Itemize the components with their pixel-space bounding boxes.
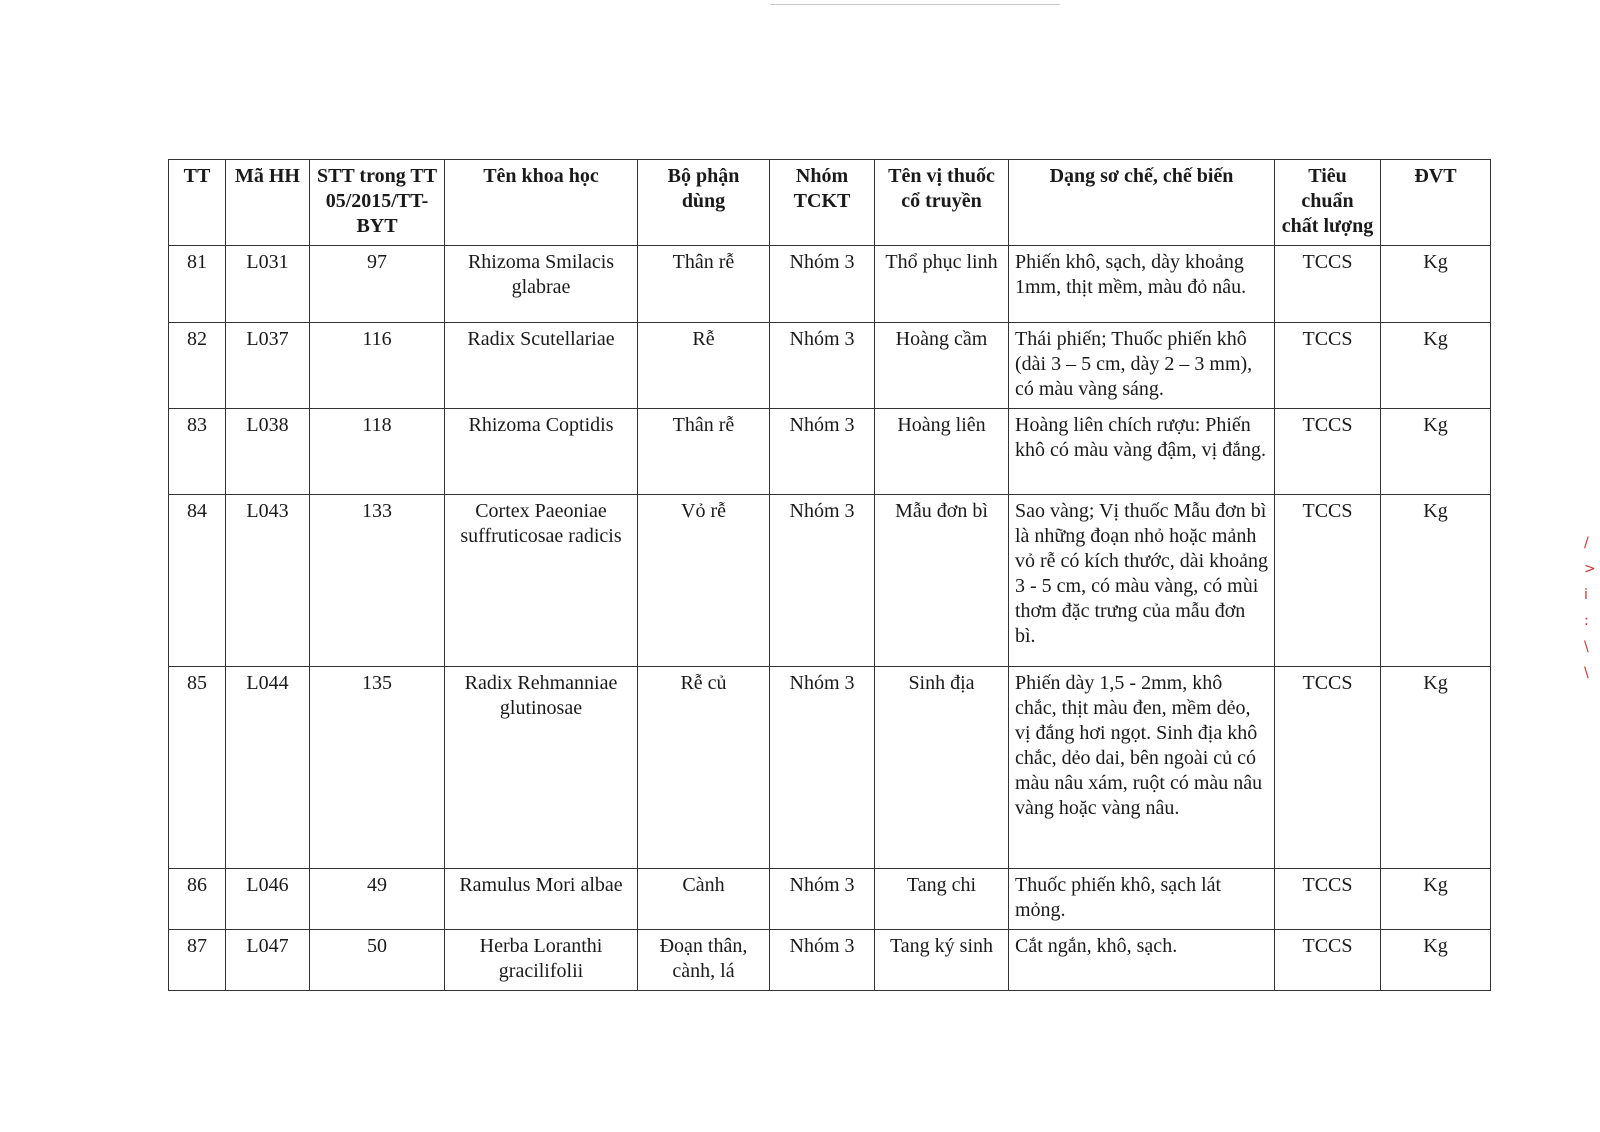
cell-ten-vi-thuoc: Tang chi	[875, 869, 1009, 930]
header-ma-hh: Mã HH	[226, 160, 310, 246]
cell-bo-phan-dung: Thân rễ	[638, 246, 770, 323]
table-row	[169, 495, 1491, 667]
table-row	[169, 667, 1491, 869]
cell-dvt: Kg	[1381, 930, 1491, 991]
cell-bo-phan-dung: Thân rễ	[638, 409, 770, 495]
cell-nhom: Nhóm 3	[770, 930, 875, 991]
header-dang-so-che: Dạng sơ chế, chế biến	[1009, 160, 1275, 246]
cell-dang-so-che: Phiến khô, sạch, dày khoảng 1mm, thịt mềm, màu đỏ nâu.	[1009, 246, 1275, 323]
cell-dang-so-che: Sao vàng; Vị thuốc Mẫu đơn bì là những đoạn nhỏ hoặc mảnh vỏ rễ có kích thước, dài khoảng 3 - 5 cm, có màu vàng, có mùi thơm đặc trưng của mẫu đơn bì.	[1009, 495, 1275, 667]
cell-ten-vi-thuoc: Thổ phục linh	[875, 246, 1009, 323]
cell-stt: 97	[310, 246, 445, 323]
cell-tieu-chuan: TCCS	[1275, 930, 1381, 991]
cell-tieu-chuan: TCCS	[1275, 667, 1381, 869]
cell-bo-phan-dung: Đoạn thân, cành, lá	[638, 930, 770, 991]
cell-ten-khoa-hoc: Ramulus Mori albae	[445, 869, 638, 930]
cell-tieu-chuan: TCCS	[1275, 323, 1381, 409]
cell-nhom: Nhóm 3	[770, 246, 875, 323]
cell-dvt: Kg	[1381, 495, 1491, 667]
cell-dvt: Kg	[1381, 323, 1491, 409]
cell-ten-vi-thuoc: Tang ký sinh	[875, 930, 1009, 991]
cell-bo-phan-dung: Rễ củ	[638, 667, 770, 869]
cell-tt: 82	[169, 323, 226, 409]
cell-ma-hh: L043	[226, 495, 310, 667]
cell-tt: 84	[169, 495, 226, 667]
cell-tieu-chuan: TCCS	[1275, 246, 1381, 323]
header-tieu-chuan: Tiêu chuẩn chất lượng	[1275, 160, 1381, 246]
table-row	[169, 246, 1491, 323]
cell-ma-hh: L031	[226, 246, 310, 323]
header-stt: STT trong TT 05/2015/TT-BYT	[310, 160, 445, 246]
header-nhom: Nhóm TCKT	[770, 160, 875, 246]
table-header	[169, 160, 1491, 246]
cell-nhom: Nhóm 3	[770, 667, 875, 869]
cell-stt: 135	[310, 667, 445, 869]
cell-tt: 85	[169, 667, 226, 869]
cell-tieu-chuan: TCCS	[1275, 869, 1381, 930]
scan-edge-line	[770, 4, 1060, 5]
cell-tt: 83	[169, 409, 226, 495]
table-row	[169, 323, 1491, 409]
cell-tieu-chuan: TCCS	[1275, 495, 1381, 667]
cell-ma-hh: L044	[226, 667, 310, 869]
cell-nhom: Nhóm 3	[770, 409, 875, 495]
header-row	[169, 160, 1491, 246]
header-tt: TT	[169, 160, 226, 246]
cell-ma-hh: L047	[226, 930, 310, 991]
cell-tt: 81	[169, 246, 226, 323]
cell-ten-vi-thuoc: Mẫu đơn bì	[875, 495, 1009, 667]
cell-stt: 49	[310, 869, 445, 930]
cell-ten-khoa-hoc: Rhizoma Smilacis glabrae	[445, 246, 638, 323]
header-ten-vi-thuoc: Tên vị thuốc cổ truyền	[875, 160, 1009, 246]
header-dvt: ĐVT	[1381, 160, 1491, 246]
table-row	[169, 409, 1491, 495]
cell-ten-khoa-hoc: Rhizoma Coptidis	[445, 409, 638, 495]
cell-tt: 86	[169, 869, 226, 930]
cell-ma-hh: L037	[226, 323, 310, 409]
cell-ten-khoa-hoc: Radix Scutellariae	[445, 323, 638, 409]
cell-dang-so-che: Thái phiến; Thuốc phiến khô (dài 3 – 5 cm, dày 2 – 3 mm), có màu vàng sáng.	[1009, 323, 1275, 409]
cell-dang-so-che: Phiến dày 1,5 - 2mm, khô chắc, thịt màu đen, mềm dẻo, vị đắng hơi ngọt. Sinh địa khô chắc, dẻo dai, bên ngoài củ có màu nâu xám, ruột có màu nâu vàng hoặc vàng nâu.	[1009, 667, 1275, 869]
cell-ten-khoa-hoc: Cortex Paeoniae suffruticosae radicis	[445, 495, 638, 667]
cell-bo-phan-dung: Rễ	[638, 323, 770, 409]
header-ten-khoa-hoc: Tên khoa học	[445, 160, 638, 246]
cell-dang-so-che: Hoàng liên chích rượu: Phiến khô có màu vàng đậm, vị đắng.	[1009, 409, 1275, 495]
cell-ten-khoa-hoc: Radix Rehmanniae glutinosae	[445, 667, 638, 869]
table-row	[169, 930, 1491, 991]
cell-stt: 118	[310, 409, 445, 495]
header-bo-phan-dung: Bộ phận dùng	[638, 160, 770, 246]
cell-stt: 50	[310, 930, 445, 991]
cell-ten-vi-thuoc: Hoàng cầm	[875, 323, 1009, 409]
stamp-edge-marks: / > i : \ \	[1584, 535, 1596, 681]
table-row	[169, 869, 1491, 930]
medicine-table	[168, 159, 1491, 991]
cell-bo-phan-dung: Cành	[638, 869, 770, 930]
cell-dvt: Kg	[1381, 246, 1491, 323]
cell-ma-hh: L038	[226, 409, 310, 495]
cell-ten-vi-thuoc: Sinh địa	[875, 667, 1009, 869]
cell-nhom: Nhóm 3	[770, 869, 875, 930]
cell-ma-hh: L046	[226, 869, 310, 930]
cell-dang-so-che: Thuốc phiến khô, sạch lát mỏng.	[1009, 869, 1275, 930]
cell-dvt: Kg	[1381, 667, 1491, 869]
cell-ten-khoa-hoc: Herba Loranthi gracilifolii	[445, 930, 638, 991]
cell-stt: 116	[310, 323, 445, 409]
cell-tieu-chuan: TCCS	[1275, 409, 1381, 495]
cell-nhom: Nhóm 3	[770, 495, 875, 667]
cell-stt: 133	[310, 495, 445, 667]
cell-tt: 87	[169, 930, 226, 991]
cell-ten-vi-thuoc: Hoàng liên	[875, 409, 1009, 495]
cell-dvt: Kg	[1381, 409, 1491, 495]
cell-bo-phan-dung: Vỏ rễ	[638, 495, 770, 667]
cell-nhom: Nhóm 3	[770, 323, 875, 409]
table-body	[169, 246, 1491, 991]
cell-dvt: Kg	[1381, 869, 1491, 930]
cell-dang-so-che: Cắt ngắn, khô, sạch.	[1009, 930, 1275, 991]
